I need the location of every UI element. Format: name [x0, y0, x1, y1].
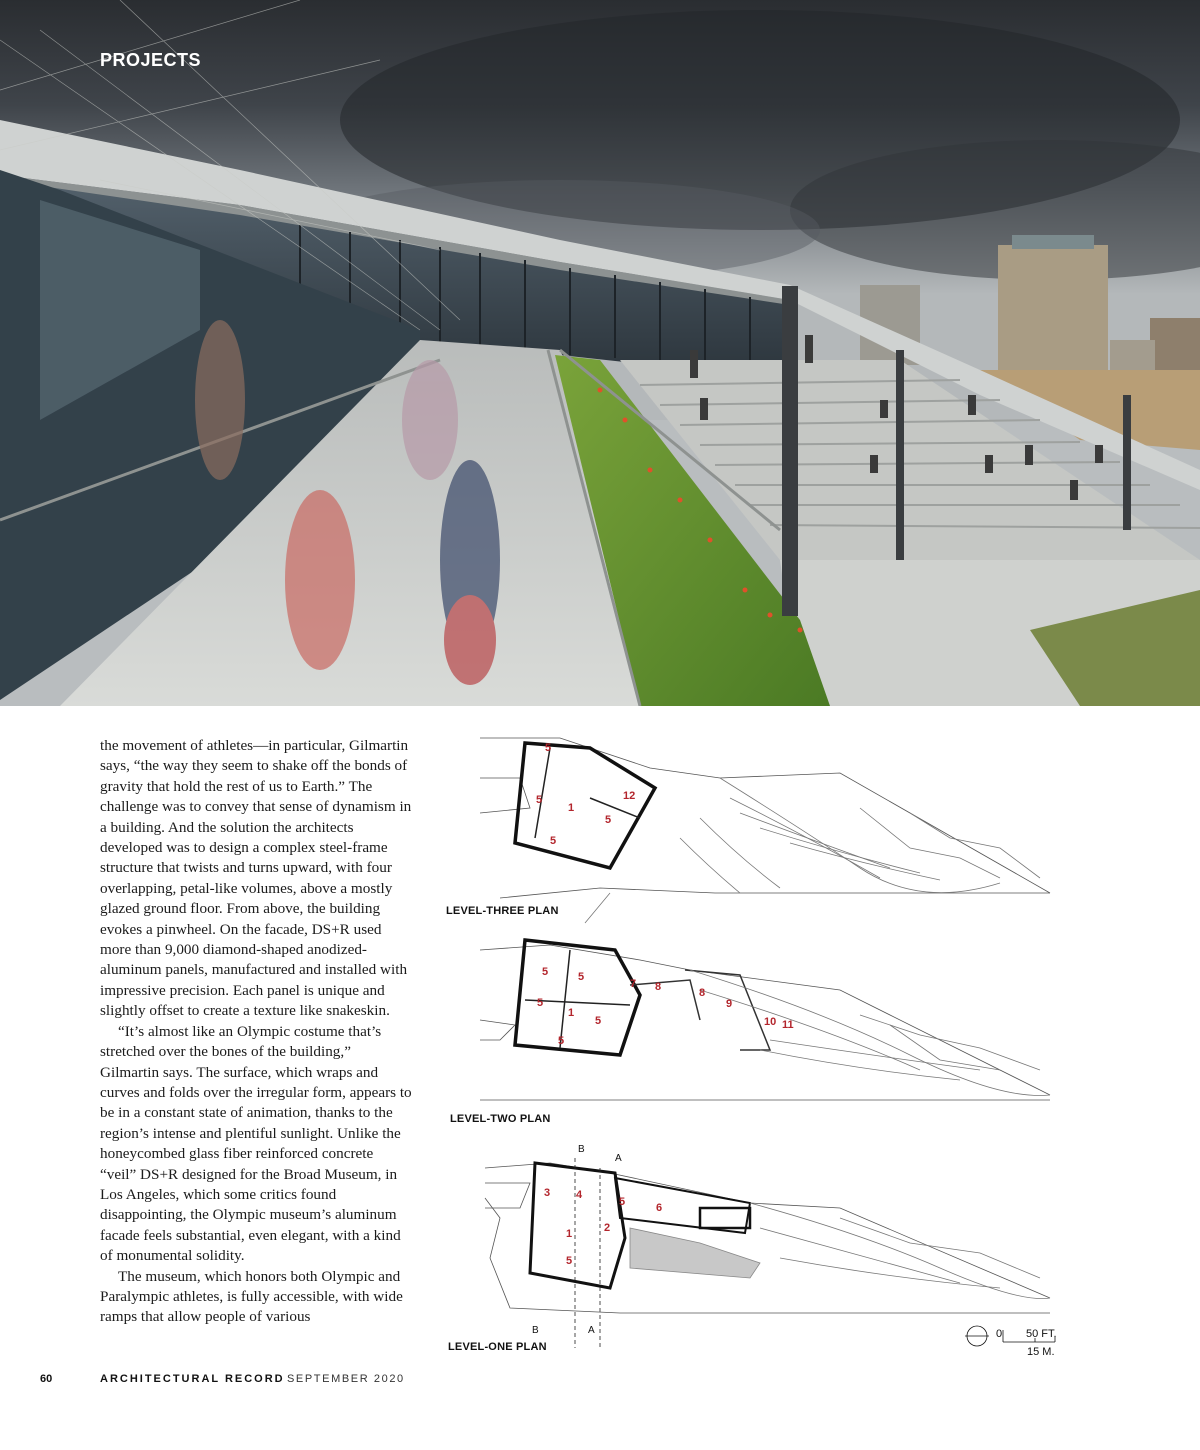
room-number: 5: [566, 1255, 573, 1267]
room-number: 5: [545, 742, 552, 754]
room-number: 3: [544, 1187, 551, 1199]
room-number: 5: [605, 814, 612, 826]
scale-meters: 15 M.: [1027, 1346, 1055, 1358]
article-paragraph: The museum, which honors both Olympic and Paralympic athletes, is fully accessible, with wide ramps that allow people of various: [100, 1267, 403, 1326]
room-number: 5: [619, 1196, 626, 1208]
room-number: 8: [699, 987, 706, 999]
floor-plans-drawing: [440, 718, 1080, 1358]
room-number: 7: [630, 978, 637, 990]
room-number: 5: [542, 966, 549, 978]
article-paragraph: “It’s almost like an Olympic costume that’s stretched over the bones of the building,” Gilmartin says. The surface, which wraps and curves and folds over the irregular form, appears to be in a constant state of animation, thanks to the region’s intense and plentiful sunlight. Unlike the honeycombed glass fiber reinforced concrete “veil” DS+R designed for the Broad Museum, in Los Angeles, which some critics found disappointing, the Olympic museum’s aluminum facade feels substantial, even elegant, with a kind of monumental solidity.: [100, 1022, 412, 1265]
level-one-plan-label: LEVEL-ONE PLAN: [448, 1341, 547, 1353]
hero-photo-illustration: [0, 0, 1200, 706]
scale-zero: 0: [996, 1328, 1003, 1340]
article-paragraph: the movement of athletes—in particular, Gilmartin says, “the way they seem to shake off the bonds of gravity that hold the rest of us to Earth.” The challenge was to convey that sense of dynamism in a building. And the solution the architects developed was to design a complex steel-frame structure that twists and turns upward, with four overlapping, petal-like volumes, above a mostly glazed ground floor. From above, the building evokes a pinwheel. On the facade, DS+R used more than 9,000 diamond-shaped anodized-aluminum panels, manufactured and installed with impressive precision. Each panel is unique and slightly offset to create a texture like snakeskin.: [100, 737, 412, 1020]
room-number: 5: [536, 794, 543, 806]
room-number: 6: [656, 1202, 663, 1214]
room-number: 12: [623, 790, 636, 802]
room-number: 1: [568, 1007, 575, 1019]
room-number: 10: [764, 1016, 777, 1028]
section-marker: A: [615, 1153, 622, 1164]
section-marker: A: [588, 1325, 595, 1336]
room-number: 5: [595, 1015, 602, 1027]
room-number: 9: [726, 998, 733, 1010]
level-one-plan-drawing: [485, 1158, 1050, 1348]
room-number: 4: [576, 1189, 583, 1201]
level-two-plan-label: LEVEL-TWO PLAN: [450, 1113, 551, 1125]
section-marker: B: [532, 1325, 539, 1336]
page-footer: [40, 1373, 1160, 1389]
issue-date: SEPTEMBER 2020: [287, 1373, 405, 1385]
hero-photo: [0, 0, 1200, 706]
article-body: [100, 736, 412, 1328]
room-number: 1: [566, 1228, 573, 1240]
level-three-plan-drawing: [480, 738, 1050, 923]
level-three-plan-label: LEVEL-THREE PLAN: [446, 905, 559, 917]
scale-feet: 50 FT.: [1026, 1328, 1057, 1340]
section-marker: B: [578, 1144, 585, 1155]
room-number: 1: [568, 802, 575, 814]
room-number: 11: [782, 1019, 794, 1031]
page-number: 60: [40, 1373, 53, 1385]
room-number: 5: [537, 997, 544, 1009]
room-number: 5: [558, 1035, 565, 1047]
room-number: 2: [604, 1222, 611, 1234]
section-label: PROJECTS: [100, 50, 202, 70]
room-number: 5: [550, 835, 557, 847]
magazine-name: ARCHITECTURAL RECORD: [100, 1373, 285, 1385]
room-number: 5: [578, 971, 585, 983]
room-number: 8: [655, 981, 662, 993]
